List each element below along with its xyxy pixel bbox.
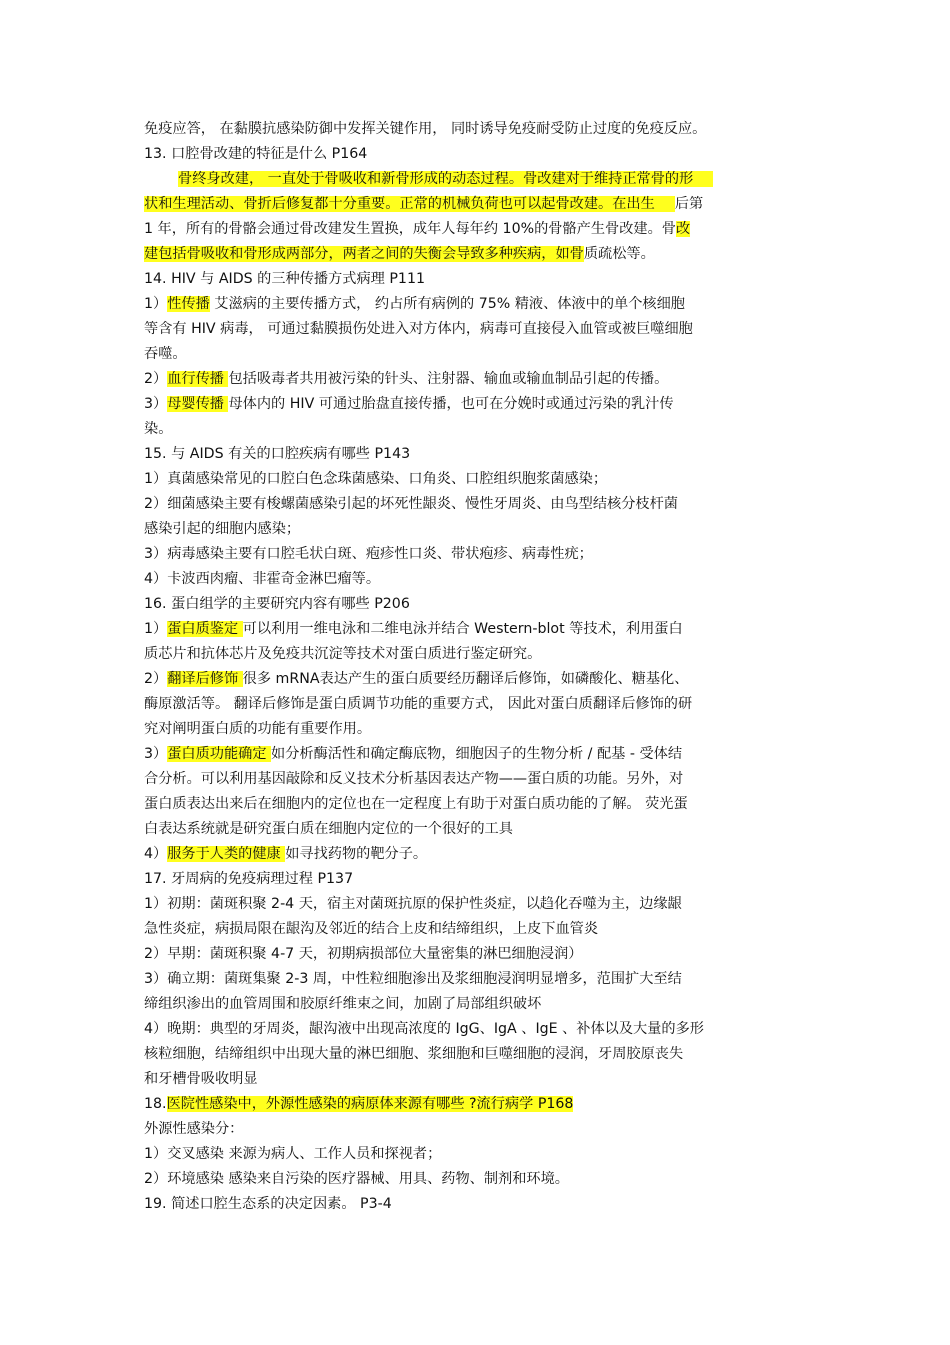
- text-line: [144, 144, 814, 166]
- text-line: [144, 1169, 814, 1191]
- text-line: [144, 744, 814, 766]
- text-line: [144, 1119, 814, 1141]
- line-text: 3）: [144, 746, 168, 762]
- line-text: 染。: [144, 421, 173, 437]
- line-text: 2）环境感染 感染来自污染的医疗器械、用具、药物、制剂和环境。: [144, 1171, 569, 1187]
- highlighted-text: 状和生理活动、骨折后修复都十分重要。正常的机械负荷也可以起骨改建。在出生: [144, 196, 675, 212]
- highlighted-text: 建包括骨吸收和骨形成两部分，两者之间的失衡会导致多种疾病，如骨: [144, 246, 584, 262]
- text-line: [144, 219, 814, 241]
- highlighted-text: 医院性感染中，外源性感染的病原体来源有哪些 ?流行病学 P168: [166, 1096, 574, 1112]
- line-text: 急性炎症，病损局限在龈沟及邻近的结合上皮和结缔组织，上皮下血管炎: [144, 921, 599, 937]
- line-text: 19. 简述口腔生态系的决定因素。 P3-4: [144, 1196, 392, 1212]
- text-line: [144, 544, 814, 566]
- text-line: [144, 244, 814, 266]
- line-text: 18.: [144, 1096, 167, 1112]
- line-text: 免疫应答， 在黏膜抗感染防御中发挥关键作用， 同时诱导免疫耐受防止过度的免疫反应。: [144, 121, 707, 137]
- text-line: [144, 369, 814, 391]
- line-text: 4）: [144, 846, 168, 862]
- highlighted-text: 骨终身改建， 一直处于骨吸收和新骨形成的动态过程。骨改建对于维持正常骨的形: [178, 171, 713, 187]
- highlighted-text: 血行传播: [167, 371, 229, 387]
- line-text: 究对阐明蛋白质的功能有重要作用。: [144, 721, 372, 737]
- text-line: [144, 869, 814, 891]
- text-line: [144, 1194, 814, 1216]
- line-text: 母体内的 HIV 可通过胎盘直接传播，也可在分娩时或通过污染的乳汁传: [228, 396, 674, 412]
- line-text: 3）确立期：菌斑集聚 2-3 周，中性粒细胞渗出及浆细胞浸润明显增多，范围扩大至结: [144, 971, 682, 987]
- line-text: 15. 与 AIDS 有关的口腔疾病有哪些 P143: [144, 446, 411, 462]
- text-line: [144, 319, 814, 341]
- text-line: [178, 169, 814, 191]
- text-line: [144, 644, 814, 666]
- text-line: [144, 1144, 814, 1166]
- line-text: 如分析酶活性和确定酶底物，细胞因子的生物分析 / 配基 - 受体结: [271, 746, 683, 762]
- text-line: [144, 769, 814, 791]
- text-line: [144, 1094, 814, 1116]
- line-text: 酶原激活等。 翻译后修饰是蛋白质调节功能的重要方式， 因此对蛋白质翻译后修饰的研: [144, 696, 693, 712]
- line-text: 1）: [144, 296, 168, 312]
- text-line: [144, 269, 814, 291]
- line-text: 质芯片和抗体芯片及免疫共沉淀等技术对蛋白质进行鉴定研究。: [144, 646, 542, 662]
- text-line: [144, 194, 814, 216]
- line-text: 合分析。可以利用基因敲除和反义技术分析基因表达产物——蛋白质的功能。另外，对: [144, 771, 684, 787]
- text-line: [144, 1069, 814, 1091]
- line-text: 1）: [144, 621, 168, 637]
- line-text: 包括吸毒者共用被污染的针头、注射器、输血或输血制品引起的传播。: [228, 371, 669, 387]
- highlighted-text: 改: [675, 221, 691, 237]
- text-line: [144, 844, 814, 866]
- line-text: 2）: [144, 371, 168, 387]
- text-line: [144, 719, 814, 741]
- line-text: 等含有 HIV 病毒， 可通过黏膜损伤处进入对方体内，病毒可直接侵入血管或被巨噬细胞: [144, 321, 693, 337]
- text-line: [144, 969, 814, 991]
- text-line: [144, 394, 814, 416]
- line-text: 1）交叉感染 来源为病人、工作人员和探视者；: [144, 1146, 442, 1162]
- line-text: 13. 口腔骨改建的特征是什么 P164: [144, 146, 368, 162]
- line-text: 14. HIV 与 AIDS 的三种传播方式病理 P111: [144, 271, 426, 287]
- text-line: [144, 1044, 814, 1066]
- line-text: 可以利用一维电泳和二维电泳并结合 Western-blot 等技术，利用蛋白: [242, 621, 683, 637]
- text-line: [144, 894, 814, 916]
- text-line: [144, 519, 814, 541]
- highlighted-text: 性传播: [167, 296, 210, 312]
- text-line: [144, 344, 814, 366]
- text-line: [144, 919, 814, 941]
- line-text: 核粒细胞，结缔组织中出现大量的淋巴细胞、浆细胞和巨噬细胞的浸润，牙周胶原丧失: [144, 1046, 684, 1062]
- line-text: 2）细菌感染主要有梭螺菌感染引起的坏死性龈炎、慢性牙周炎、由鸟型结核分枝杆菌: [144, 496, 678, 512]
- line-text: 3）病毒感染主要有口腔毛状白斑、疱疹性口炎、带状疱疹、病毒性疣；: [144, 546, 593, 562]
- line-text: 缔组织渗出的血管周围和胶原纤维束之间，加剧了局部组织破坏: [144, 996, 542, 1012]
- text-line: [144, 594, 814, 616]
- line-text: 17. 牙周病的免疫病理过程 P137: [144, 871, 354, 887]
- line-text: 2）: [144, 671, 168, 687]
- text-line: [144, 619, 814, 641]
- text-line: [144, 944, 814, 966]
- text-line: [144, 819, 814, 841]
- line-text: 1）真菌感染常见的口腔白色念珠菌感染、口角炎、口腔组织胞浆菌感染；: [144, 471, 608, 487]
- line-text: 感染引起的细胞内感染；: [144, 521, 301, 537]
- highlighted-text: 蛋白质鉴定: [167, 621, 243, 637]
- text-line: [144, 994, 814, 1016]
- highlighted-text: 服务于人类的健康: [167, 846, 286, 862]
- line-text: 16. 蛋白组学的主要研究内容有哪些 P206: [144, 596, 410, 612]
- text-line: [144, 1019, 814, 1041]
- text-line: [144, 569, 814, 591]
- line-text: 和牙槽骨吸收明显: [144, 1071, 258, 1087]
- highlighted-text: 蛋白质功能确定: [167, 746, 272, 762]
- line-text: 质疏松等。: [583, 246, 655, 262]
- line-text: 1 年，所有的骨骼会通过骨改建发生置换，成年人每年约 10%的骨骼产生骨改建。骨: [144, 221, 676, 237]
- line-text: 蛋白质表达出来后在细胞内的定位也在一定程度上有助于对蛋白质功能的了解。 荧光蛋: [144, 796, 688, 812]
- highlighted-text: 翻译后修饰: [167, 671, 243, 687]
- text-line: [144, 494, 814, 516]
- line-text: 如寻找药物的靶分子。: [285, 846, 428, 862]
- line-text: 吞噬。: [144, 346, 187, 362]
- line-text: 后第: [674, 196, 704, 212]
- line-text: 外源性感染分：: [144, 1121, 244, 1137]
- text-line: [144, 669, 814, 691]
- text-line: [144, 469, 814, 491]
- text-line: [144, 419, 814, 441]
- line-text: 1）初期：菌斑积聚 2-4 天，宿主对菌斑抗原的保护性炎症，以趋化吞噬为主，边缘龈: [144, 896, 682, 912]
- text-line: [144, 694, 814, 716]
- line-text: 4）晚期：典型的牙周炎，龈沟液中出现高浓度的 IgG、IgA 、IgE 、补体以及大量的多形: [144, 1021, 704, 1037]
- text-line: [144, 444, 814, 466]
- text-line: [144, 794, 814, 816]
- line-text: 艾滋病的主要传播方式， 约占所有病例的 75% 精液、体液中的单个核细胞: [209, 296, 685, 312]
- line-text: 4）卡波西肉瘤、非霍奇金淋巴瘤等。: [144, 571, 381, 587]
- highlighted-text: 母婴传播: [167, 396, 229, 412]
- line-text: 2）早期：菌斑积聚 4-7 天，初期病损部位大量密集的淋巴细胞浸润）: [144, 946, 583, 962]
- text-line: [144, 294, 814, 316]
- line-text: 白表达系统就是研究蛋白质在细胞内定位的一个很好的工具: [144, 821, 513, 837]
- line-text: 很多 mRNA表达产生的蛋白质要经历翻译后修饰，如磷酸化、糖基化、: [242, 671, 689, 687]
- text-line: [144, 119, 814, 141]
- line-text: 3）: [144, 396, 168, 412]
